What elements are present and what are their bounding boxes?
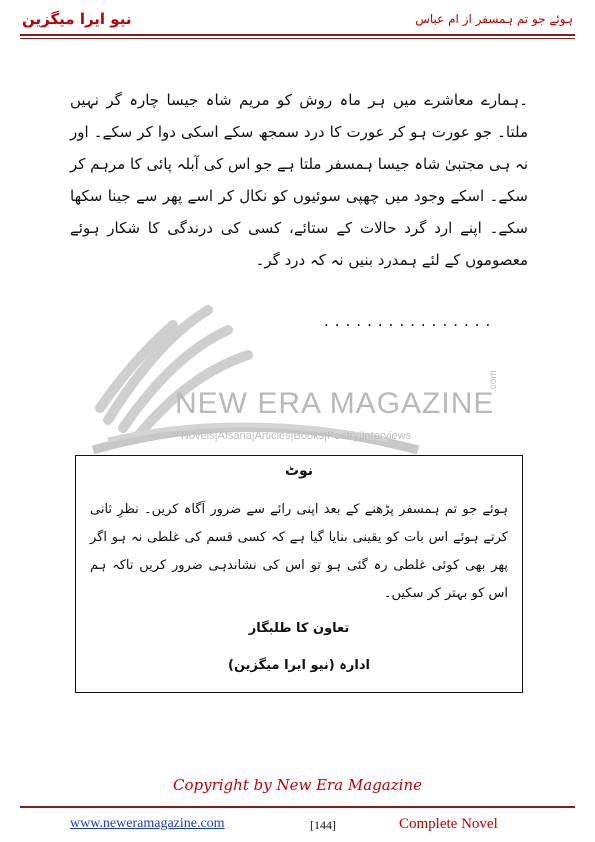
note-title: نوٹ (284, 463, 314, 479)
website-link[interactable]: www.neweramagazine.com (70, 816, 225, 831)
note-paragraph: ہوئے جو تم ہمسفر پڑھنے کے بعد اپنی رائے سے ضرور آگاہ کریں۔ نظرِ ثانی کرتے ہوئے اس بات کو یقینی بنایا گیا ہے کہ کسی قسم کی غلطی نہ ہو اگر پھر بھی کوئی غلطی رہ گئی ہو تو اس کی نشاندہی ضرور کریں تاکہ ہم اس کو بہتر کر سکیں۔ (90, 502, 508, 601)
note-text (90, 496, 508, 608)
header-rule-thin (20, 38, 575, 39)
paragraph-text: ۔ہمارے معاشرے میں ہر ماہ روش کو مریم شاہ جیسا چارہ گر نہیں ملتا۔ جو عورت ہو کر عورت کا درد سمجھ سکے اسکی دوا کر سکے۔ اور نہ ہی مجتبیٰ شاہ جیسا ہمسفر ملتا ہے جو اس کی آبلہ پائی کا مرہم کر سکے۔ اسکے وجود میں چھپی سوئیوں کو نکال کر اسے پھر سے جینا سکھا سکے۔ اپنے ارد گرد حالات کے ستائے، کسی کی درندگی کا شکار ہوئے معصوموں کے لئے ہمدرد بنیں نہ کہ درد گر۔ (70, 91, 528, 269)
watermark-domain: .com (488, 370, 499, 392)
footer-rule (20, 806, 575, 808)
magazine-name-header: نیو ایرا میگزین (22, 10, 132, 28)
header-rule (20, 34, 575, 36)
story-paragraph (70, 84, 528, 276)
section-break-dots: ................ (324, 312, 497, 330)
copyright-text: Copyright by New Era Magazine (173, 776, 422, 794)
watermark-subtitle: Novels|Afsana|Articles|Books|Poetry|Interviews (181, 430, 412, 442)
novel-title-header: ہوئے جو تم ہمسفر از ام عباس (415, 12, 573, 26)
complete-novel-label: Complete Novel (399, 816, 498, 832)
note-organization: ادارہ (نیو ایرا میگزین) (228, 658, 370, 673)
page-number: [144] (310, 818, 336, 832)
watermark-title: NEW ERA MAGAZINE (175, 387, 495, 420)
note-signature-line: تعاون کا طلبگار (248, 621, 350, 636)
note-box (75, 455, 523, 693)
